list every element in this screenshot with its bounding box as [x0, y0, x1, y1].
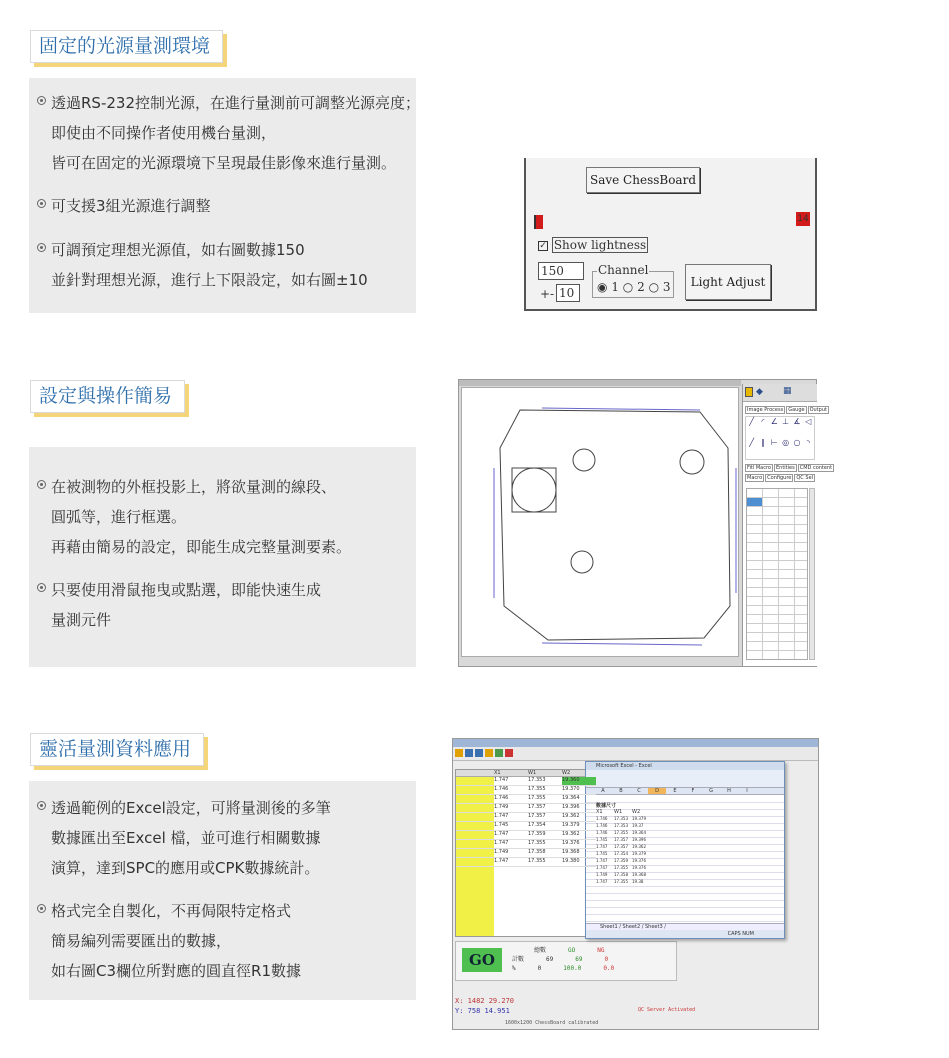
table-cell: 1.747: [494, 777, 509, 783]
bullet-line: 透過RS-232控制光源，在進行量測前可調整光源亮度；: [51, 94, 420, 112]
bullet-line: 量測元件: [51, 611, 112, 629]
target-value-field[interactable]: 150: [538, 262, 584, 280]
bullet-icon: [37, 904, 46, 913]
table-row[interactable]: [456, 804, 596, 813]
excel-col: D: [648, 788, 666, 794]
excel-status-label: CAPS NUM: [727, 931, 754, 937]
section1-panel: [29, 78, 420, 313]
light-adjust-button[interactable]: Light Adjust: [685, 264, 771, 300]
tolerance-field[interactable]: 10: [556, 284, 580, 302]
table-cell: 1.746: [494, 786, 509, 792]
stats-cell: 0: [604, 956, 609, 963]
excel-row[interactable]: [596, 858, 650, 865]
bullet-line: 格式完全自製化，不再侷限特定格式: [51, 902, 292, 920]
table-cell: 1.745: [494, 822, 509, 828]
excel-col-label: X1: [596, 809, 603, 815]
bullet-icon: [37, 480, 46, 489]
app-toolbar: [453, 747, 818, 761]
stats-cell: 0.0: [603, 965, 615, 972]
bullet-icon: [37, 96, 46, 105]
excel-cell[interactable]: 17.354: [614, 851, 628, 856]
excel-cell[interactable]: 1.747: [596, 865, 608, 870]
excel-cell[interactable]: 1.745: [596, 851, 608, 856]
vertex-tool-icon[interactable]: ◁: [805, 417, 812, 426]
table-cell: 19.376: [562, 840, 580, 846]
excel-cell[interactable]: 19.379: [632, 851, 646, 856]
excel-cell[interactable]: 1.746: [596, 830, 608, 835]
excel-col: B: [619, 788, 623, 794]
table-cell: 1.747: [494, 831, 509, 837]
excel-cell[interactable]: 19.368: [632, 872, 646, 877]
excel-cell[interactable]: 1.749: [596, 872, 608, 877]
excel-cell[interactable]: 17.359: [614, 858, 628, 863]
stats-header: GO: [568, 947, 576, 954]
toolbar-icon[interactable]: [475, 749, 483, 757]
channel-group: [592, 263, 674, 298]
bullet-icon: [37, 243, 46, 252]
excel-export-screenshot: [452, 738, 819, 1030]
table-row[interactable]: [456, 831, 596, 840]
table-cell: 17.358: [528, 849, 546, 855]
excel-row[interactable]: [596, 816, 650, 823]
slider-handle[interactable]: [534, 215, 543, 229]
excel-cell[interactable]: 17.358: [614, 872, 628, 877]
excel-col-labels: [596, 809, 650, 815]
tab-output[interactable]: Output: [809, 407, 827, 413]
bullet-line: 再藉由簡易的設定，即能生成完整量測要素。: [51, 538, 352, 556]
tab-cmd-content[interactable]: CMD content: [799, 465, 833, 471]
table-cell: 1.749: [494, 849, 509, 855]
radio-icon[interactable]: ○: [648, 280, 660, 294]
bullet-line: 可支援3組光源進行調整: [51, 197, 211, 215]
bullet-line: 皆可在固定的光源環境下呈現最佳影像來進行量測。: [51, 154, 397, 172]
section3-title: 靈活量測資料應用: [30, 733, 204, 766]
bullet-line: 演算，達到SPC的應用或CPK數據統計。: [51, 859, 320, 877]
excel-cell[interactable]: 19.379: [632, 816, 646, 821]
server-status: QC Server Activated: [638, 1007, 696, 1013]
radio-selected-icon[interactable]: ◉: [597, 280, 608, 294]
excel-cell[interactable]: 19.37: [632, 823, 644, 828]
table-cell: 19.370: [562, 786, 580, 792]
excel-window[interactable]: [585, 761, 785, 939]
stats-header: 總數: [534, 947, 547, 954]
channel-option-2[interactable]: 2: [637, 280, 645, 294]
excel-cell[interactable]: 1.747: [596, 858, 608, 863]
grid-icon[interactable]: ▦: [783, 386, 792, 396]
tab-qc-sel[interactable]: QC Sel: [796, 475, 814, 481]
section2-panel: [29, 447, 416, 667]
excel-cell[interactable]: 17.355: [614, 865, 628, 870]
excel-column-header: [586, 788, 784, 795]
table-cell: 19.380: [562, 858, 580, 864]
grid-header-cell: X1: [494, 770, 501, 776]
excel-sheet[interactable]: [586, 796, 784, 924]
excel-statusbar: [586, 930, 784, 938]
excel-col: C: [637, 788, 641, 794]
show-lightness-checkbox[interactable]: [538, 238, 648, 252]
toolbar-icon[interactable]: [455, 749, 463, 757]
tab-row-3: [743, 474, 817, 482]
excel-row[interactable]: [596, 872, 650, 879]
grid-header-row: [456, 770, 596, 777]
bullet-line: 可調預定理想光源值，如右圖數據150: [51, 241, 305, 259]
result-panel: [455, 941, 677, 981]
channel-option-3[interactable]: 3: [662, 280, 671, 294]
section1-title: 固定的光源量測環境: [30, 30, 223, 63]
plusminus-label: +-: [540, 287, 555, 301]
section1-bullet-2: [51, 191, 408, 221]
table-cell: 19.360: [562, 777, 596, 785]
toolbar-icon[interactable]: [505, 749, 513, 757]
section2-title: 設定與操作簡易: [30, 380, 185, 413]
light-control-screenshot: [524, 158, 817, 311]
lightness-slider[interactable]: [532, 215, 816, 229]
show-lightness-label: Show lightness: [553, 238, 647, 252]
excel-cell[interactable]: 17.355: [614, 830, 628, 835]
toolbar-row: [743, 384, 817, 402]
tool-panel: [742, 384, 833, 666]
tab-image-process[interactable]: Image Process: [747, 407, 784, 413]
table-row[interactable]: [456, 786, 596, 795]
table-cell: 19.379: [562, 822, 580, 828]
table-cell: 1.747: [494, 858, 509, 864]
excel-row[interactable]: [596, 865, 650, 872]
toolbar-icon[interactable]: [485, 749, 493, 757]
channel-radio-group[interactable]: [597, 280, 671, 294]
excel-col: H: [727, 788, 731, 794]
excel-row[interactable]: [596, 844, 650, 851]
excel-col: A: [601, 788, 605, 794]
arc-tool-icon[interactable]: ◜: [761, 417, 765, 426]
distance-tool-icon[interactable]: ⊢: [770, 438, 778, 447]
excel-cell[interactable]: 19.362: [632, 844, 646, 849]
section1-bullet-3: [51, 235, 408, 295]
excel-title: Microsoft Excel - Excel: [596, 763, 652, 769]
toolbar-icon[interactable]: [495, 749, 503, 757]
line2-tool-icon[interactable]: ╱: [749, 438, 755, 447]
table-cell: 19.362: [562, 813, 580, 819]
grid-column-lines: [747, 489, 807, 659]
table-cell: 17.355: [528, 786, 546, 792]
excel-row[interactable]: [596, 830, 650, 837]
save-chessboard-button[interactable]: Save ChessBoard: [586, 167, 700, 193]
tab-row-2: [743, 462, 833, 474]
parallel-tool-icon[interactable]: ∥: [760, 438, 765, 447]
bullet-line: 圓弧等，進行框選。: [51, 508, 187, 526]
go-indicator: GO: [462, 948, 502, 972]
excel-cell[interactable]: 1.747: [596, 879, 608, 884]
table-cell: 17.355: [528, 858, 546, 864]
excel-col-label: W1: [614, 809, 623, 815]
table-cell: 17.357: [528, 813, 546, 819]
macro-list-grid[interactable]: [746, 488, 808, 660]
grid-header-cell: W2: [562, 770, 571, 776]
section3-bullet-2: [51, 896, 408, 986]
bullet-icon: [37, 583, 46, 592]
table-cell: 17.353: [528, 777, 546, 783]
section2-bullet-2: [51, 575, 408, 635]
sheet-tabs-label[interactable]: Sheet1 / Sheet2 / Sheet3 /: [600, 924, 666, 930]
excel-sheet-tabs[interactable]: [586, 923, 784, 930]
stats-cell: 100.0: [563, 965, 582, 972]
radio-icon[interactable]: ○: [622, 280, 634, 294]
bullet-line: 簡易編列需要匯出的數據，: [51, 932, 232, 950]
excel-col-label: W2: [632, 809, 641, 815]
arc2-tool-icon[interactable]: ◝: [806, 438, 810, 447]
part-outline-drawing: [462, 388, 740, 658]
bullet-line: 並針對理想光源，進行上下限設定，如右圖±10: [51, 271, 368, 289]
table-cell: 17.359: [528, 831, 546, 837]
excel-rows: [596, 816, 650, 886]
excel-row[interactable]: [596, 879, 650, 886]
excel-cell[interactable]: 1.746: [596, 816, 608, 821]
section1-bullet-1: [51, 88, 420, 178]
tool-icon[interactable]: [745, 387, 753, 397]
excel-cell[interactable]: 19.376: [632, 858, 646, 863]
excel-cell[interactable]: 17.353: [614, 816, 628, 821]
stats-cell: 0: [537, 965, 542, 972]
table-cell: 17.355: [528, 795, 546, 801]
gauge-tools-grid: [745, 416, 815, 460]
table-row[interactable]: [456, 840, 596, 849]
dimension-tool-icon[interactable]: ⊥: [782, 417, 790, 426]
bullet-line: 數據匯出至Excel 檔，並可進行相關數據: [51, 829, 321, 847]
excel-cell[interactable]: 19.38: [632, 879, 644, 884]
edge-tool-icon[interactable]: ∡: [793, 417, 801, 426]
table-cell: 19.396: [562, 804, 580, 810]
excel-col: F: [691, 788, 695, 794]
section3-bullet-1: [51, 793, 408, 883]
line-tool-icon[interactable]: ╱: [749, 417, 755, 426]
coordinate-x: X: 1482 29.270: [455, 997, 515, 1005]
excel-label-cell: 數據尺寸: [596, 803, 617, 809]
table-cell: 19.364: [562, 795, 580, 801]
channel-label: Channel: [598, 263, 649, 277]
table-row[interactable]: [456, 858, 596, 867]
table-cell: 19.362: [562, 831, 580, 837]
table-cell: 17.355: [528, 840, 546, 846]
stats-cell: 69: [546, 956, 554, 963]
table-row[interactable]: [456, 822, 596, 831]
tab-configure[interactable]: Configure: [767, 475, 792, 481]
canvas-titlebar: [459, 380, 741, 386]
results-grid[interactable]: [455, 769, 597, 937]
excel-row[interactable]: [596, 837, 650, 844]
vertical-scrollbar[interactable]: [809, 488, 815, 660]
tab-gauge[interactable]: Gauge: [788, 407, 805, 413]
excel-cell[interactable]: 17.357: [614, 844, 628, 849]
search-tool-icon[interactable]: ○: [793, 438, 801, 447]
excel-cell[interactable]: 19.376: [632, 865, 646, 870]
calibration-status: 1600x1200 ChessBoard calibrated: [505, 1020, 599, 1026]
table-cell: 19.368: [562, 849, 580, 855]
app-titlebar: [453, 739, 818, 747]
circle-tool-icon[interactable]: ◎: [782, 438, 790, 447]
stats-cell: 計數: [512, 956, 525, 963]
bullet-line: 透過範例的Excel設定，可將量測後的多筆: [51, 799, 331, 817]
stats-cell: 69: [575, 956, 583, 963]
coordinate-y: Y: 758 14.951: [455, 1007, 510, 1015]
table-row[interactable]: [456, 777, 596, 786]
excel-row[interactable]: [596, 823, 650, 830]
table-row[interactable]: [456, 849, 596, 858]
angle-tool-icon[interactable]: ∠: [770, 417, 778, 426]
bullet-line: 如右圖C3欄位所對應的圓直徑R1數據: [51, 962, 301, 980]
excel-cell[interactable]: 19.396: [632, 837, 646, 842]
table-cell: 17.354: [528, 822, 546, 828]
table-cell: 1.747: [494, 813, 509, 819]
excel-col: I: [746, 788, 748, 794]
checkbox-checked-icon[interactable]: ✓: [539, 240, 547, 251]
excel-cell[interactable]: 17.357: [614, 837, 628, 842]
grid-header-cell: W1: [528, 770, 537, 776]
bullet-line: 在被測物的外框投影上，將欲量測的線段、: [51, 478, 337, 496]
table-cell: 1.747: [494, 840, 509, 846]
measurement-canvas[interactable]: [461, 387, 739, 657]
excel-cell[interactable]: 1.747: [596, 844, 608, 849]
bullet-icon: [37, 801, 46, 810]
bullet-line: 即使由不同操作者使用機台量測，: [51, 124, 277, 142]
channel-option-1[interactable]: 1: [611, 280, 619, 294]
tab-macro[interactable]: Macro: [747, 475, 763, 481]
diamond-icon[interactable]: ◆: [756, 387, 763, 397]
excel-cell[interactable]: 1.746: [596, 823, 608, 828]
table-cell: 17.357: [528, 804, 546, 810]
table-row[interactable]: [456, 813, 596, 822]
excel-cell[interactable]: 19.364: [632, 830, 646, 835]
excel-cell[interactable]: 17.353: [614, 823, 628, 828]
section2-bullet-1: [51, 472, 408, 562]
stats-header: NG: [597, 947, 605, 954]
bullet-line: 只要使用滑鼠拖曳或點選，即能快速生成: [51, 581, 322, 599]
gauge-software-screenshot: [458, 379, 833, 667]
tab-entities[interactable]: Entities: [775, 465, 795, 471]
table-cell: 1.746: [494, 795, 509, 801]
toolbar-icon[interactable]: [465, 749, 473, 757]
excel-col: G: [709, 788, 713, 794]
section3-panel: [29, 781, 416, 1000]
excel-cell[interactable]: 1.745: [596, 837, 608, 842]
excel-titlebar: [586, 762, 784, 770]
excel-col: E: [673, 788, 677, 794]
excel-cell[interactable]: 17.355: [614, 879, 628, 884]
bullet-icon: [37, 199, 46, 208]
tab-row: [743, 402, 827, 414]
slider-value: 14: [797, 214, 809, 224]
stats-table: [512, 946, 614, 973]
stats-cell: %: [512, 965, 516, 972]
excel-ribbon: [586, 770, 784, 788]
tab-fitl-macro[interactable]: Fitl Macro: [747, 465, 771, 471]
table-cell: 1.749: [494, 804, 509, 810]
excel-row[interactable]: [596, 851, 650, 858]
grid-body: [456, 777, 596, 867]
table-row[interactable]: [456, 795, 596, 804]
